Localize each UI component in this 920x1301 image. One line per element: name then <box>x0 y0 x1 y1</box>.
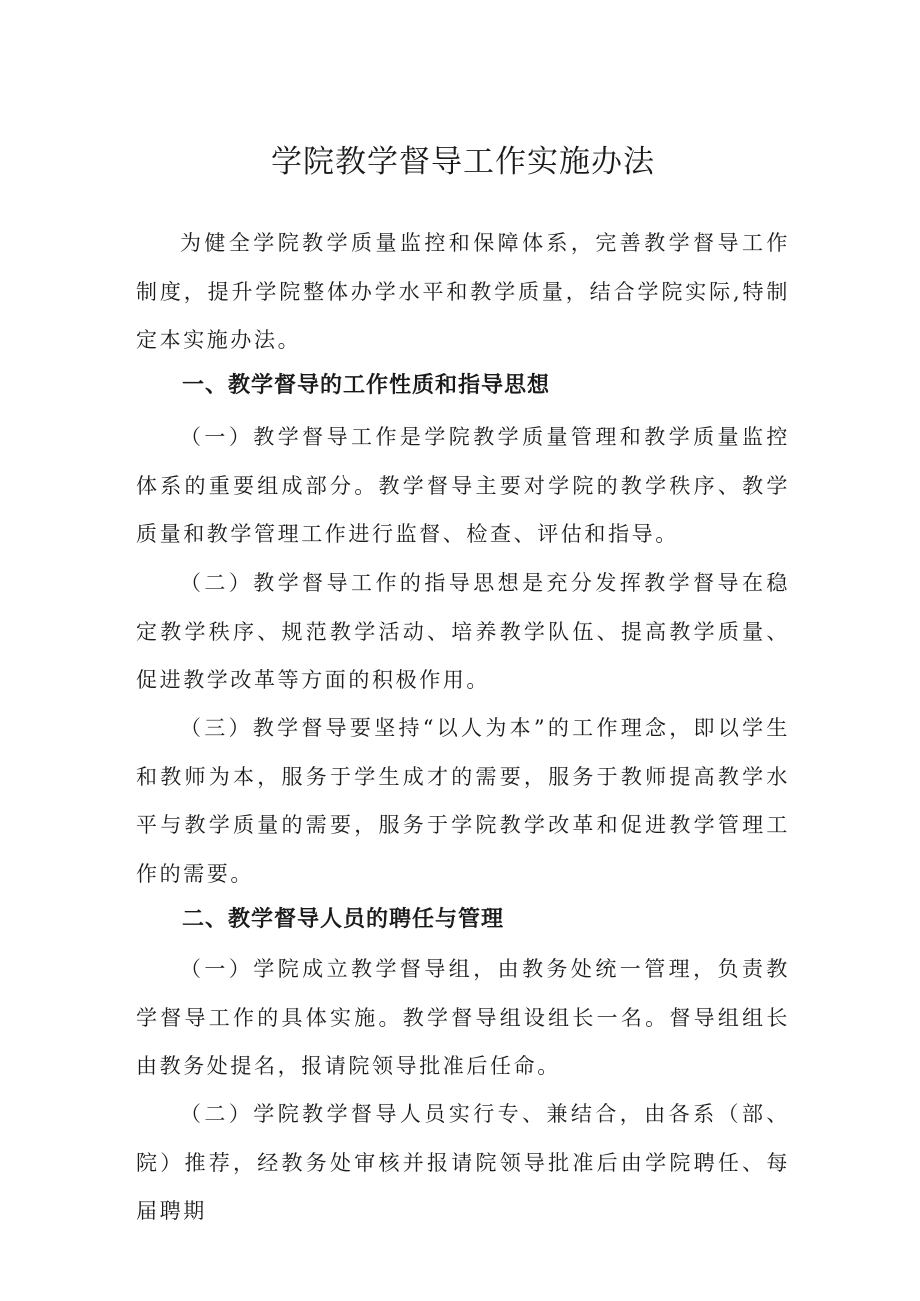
document-title: 学院教学督导工作实施办法 <box>271 144 655 180</box>
intro-paragraph: 为健全学院教学质量监控和保障体系，完善教学督导工作制度，提升学院整体办学水平和教学质量，结合学院实际,特制定本实施办法。 <box>136 231 790 352</box>
section-1-paragraph-3: （三）教学督导要坚持“以人为本”的工作理念，即以学生和教师为本，服务于学生成才的需要，服务于教师提高教学水平与教学质量的需要，服务于学院教学改革和促进教学管理工作的需要。 <box>136 716 790 886</box>
section-1-paragraph-1: （一）教学督导工作是学院教学质量管理和教学质量监控体系的重要组成部分。教学督导主要对学院的教学秩序、教学质量和教学管理工作进行监督、检查、评估和指导。 <box>136 425 790 546</box>
section-1-heading: 一、教学督导的工作性质和指导思想 <box>182 373 551 398</box>
section-2-paragraph-2: （二）学院教学督导人员实行专、兼结合，由各系（部、院）推荐，经教务处审核并报请院领导批准后由学院聘任、每届聘期 <box>136 1102 790 1223</box>
section-1-paragraph-2: （二）教学督导工作的指导思想是充分发挥教学督导在稳定教学秩序、规范教学活动、培养教学队伍、提高教学质量、促进教学改革等方面的积极作用。 <box>136 571 790 692</box>
section-2-paragraph-1: （一）学院成立教学督导组，由教务处统一管理，负责教学督导工作的具体实施。教学督导组设组长一名。督导组组长由教务处提名，报请院领导批准后任命。 <box>136 957 790 1078</box>
section-2-heading: 二、教学督导人员的聘任与管理 <box>182 907 505 932</box>
